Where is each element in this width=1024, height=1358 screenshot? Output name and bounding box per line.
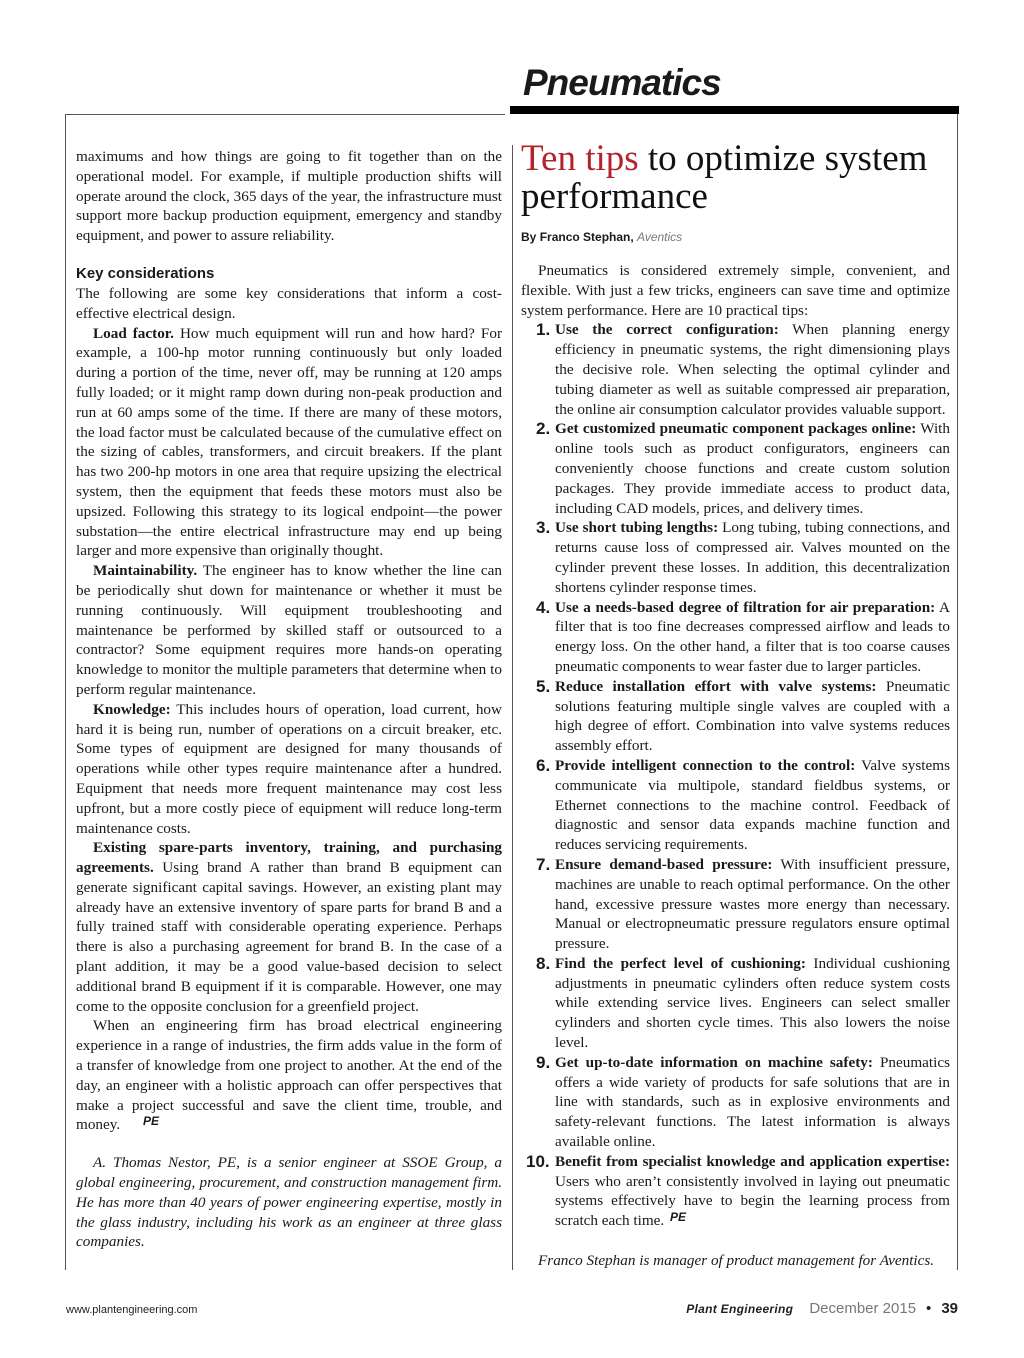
issue-date: December 2015: [809, 1300, 917, 1317]
tip-number: 9.: [536, 1052, 551, 1072]
tip-body: Individual cushioning adjustments in pneumatic cylinders often reduce system costs while extending service lives. Engineers can select smaller cylinders and shorten cycle times. This also lowers the noise level.: [555, 954, 950, 1052]
maintainability-paragraph: [76, 561, 502, 700]
section-rule: [510, 106, 959, 114]
tip-heading: Find the perfect level of cushioning:: [555, 954, 806, 972]
article-title: [521, 140, 950, 216]
paragraph-text: When an engineering firm has broad electrical engineering experience in a range of industries, the firm adds value in the form of a transfer of knowledge from one project to another. At the end of the day, an engineer with a holistic approach can offer perspectives that make a project successful and save the client time, trouble, and money.: [76, 1017, 502, 1134]
tip-heading: Use the correct configuration:: [555, 321, 779, 339]
tip-body: With online tools such as product configurators, engineers can conveniently choose functions and create custom solution packages. They provide immediate access to product data, including CAD models, prices, and delivery times.: [555, 420, 950, 517]
tip-heading: Reduce installation effort with valve systems:: [555, 677, 877, 695]
page-number: 39: [941, 1300, 958, 1317]
run-in-head: Knowledge:: [93, 700, 171, 718]
tip-item: [521, 1152, 950, 1231]
paragraph-text: Using brand A rather than brand B equipment can generate significant capital savings. However, an existing plant may already have an extensive inventory of spare parts for brand B and a fully trained staff with considerable operating experience. Perhaps there is also a purchasing agreement for brand B. In the case of a plant addition, it may be a good value-based decision to select additional brand B equipment if it is comparable. However, one may come to the opposite conclusion for a greenfield project.: [76, 859, 502, 1015]
tip-body: A filter that is too fine decreases compressed airflow and leads to energy loss. On the other hand, a filter that is too coarse causes pneumatic components to wear faster due to larger particles.: [555, 598, 950, 675]
tip-item: [521, 756, 950, 855]
tip-heading: Get customized pneumatic component packages online:: [555, 420, 917, 438]
tip-body: With insufficient pressure, machines are unable to reach optimal performance. On the other hand, excessive pressure wastes more energy than necessary. Manual or electropneumatic pressure regulators ensure optimal pressure.: [555, 855, 951, 953]
pe-end-mark-icon: PE: [142, 1114, 159, 1129]
left-border: [65, 114, 66, 1270]
run-in-head: Load factor.: [93, 324, 174, 342]
closing-paragraph: [76, 1016, 502, 1135]
right-border: [957, 114, 958, 1270]
author-bio: Franco Stephan is manager of product management for Aventics.: [538, 1252, 935, 1270]
tip-number: 10.: [526, 1151, 550, 1171]
paragraph-text: How much equipment will run and how hard? For example, a 100-hp motor running continuously but only loaded during a portion of the time, never off, may be running at 120 amps fully loaded; or it might ramp down during non-peak production and run at 60 amps some of the time. If there are many of these motors, the load factor must be calculated because of the cumulative effect on the sizing of cables, transformers, and circuit breakers. If the plant has two 200-hp motors in one area that require upsizing the electrical system, then the equipment that feeds these motors must also be upsized. Following this strategy to its logical endpoint—the power substation—the entire electrical infrastructure may end up being larger and more expensive than originally thought.: [76, 324, 503, 560]
tip-body: When planning energy efficiency in pneumatic systems, the right dimensioning plays the decisive role. When selecting the optimal cylinder and tubing diameter as well as suitable compressed air preparation, the online air consumption calculator provides valuable support.: [555, 321, 950, 418]
tip-body: Users who aren’t consistently involved in laying out pneumatic systems effectively have to begin the learning process from scratch each time.: [555, 1172, 950, 1230]
article-intro: Pneumatics is considered extremely simple, convenient, and flexible. With just a few tricks, engineers can save time and optimize system performance. Here are 10 practical tips:: [521, 262, 950, 319]
tips-list: [521, 320, 950, 1231]
column-divider: [512, 145, 513, 1270]
tip-item: [521, 855, 950, 954]
paragraph-text: The engineer has to know whether the line can be periodically shut down for maintenance or whether it must be running continuously. Will equipment troubleshooting and maintenance be performed by skilled staff or outsourced to a contractor? Some equipment requires more hands-on operating knowledge to monitor the multiple parameters that determine when to perform regular maintenance.: [76, 562, 502, 698]
run-in-head: Maintainability.: [93, 562, 198, 580]
tip-number: 3.: [536, 518, 551, 538]
footer-folio: [686, 1300, 958, 1317]
tip-item: [521, 320, 950, 419]
paragraph-text: This includes hours of operation, load current, how hard it is being run, number of operations on a circuit breaker, etc. Some types of equipment are designed for many thousands of operations while other types require maintenance after a hundred. Equipment that needs more frequent maintenance may cost less upfront, but a more costly piece of equipment will reduce long-term maintenance costs.: [76, 700, 502, 837]
footer-url[interactable]: www.plantengineering.com: [66, 1304, 198, 1316]
right-column: [521, 134, 950, 1271]
tip-item: [521, 954, 950, 1053]
tip-number: 6.: [536, 755, 551, 775]
tip-item: [521, 598, 950, 677]
tip-number: 5.: [536, 676, 551, 696]
tip-item: [521, 419, 950, 518]
load-factor-paragraph: [76, 324, 502, 562]
tip-number: 2.: [536, 419, 551, 439]
tip-heading: Provide intelligent connection to the control:: [555, 756, 856, 774]
title-rest: to optimize system performance: [521, 138, 928, 217]
tip-item: [521, 518, 950, 597]
author-bio: A. Thomas Nestor, PE, is a senior engineer at SSOE Group, a global engineering, procurement, and construction management firm. He has more than 40 years of power engineering expertise, mostly in the glass industry, including his work as an engineer at three glass companies.: [76, 1154, 502, 1251]
tip-number: 7.: [536, 854, 551, 874]
left-paragraph: maximums and how things are going to fit together than on the operational model. For example, if multiple production shifts will operate around the clock, 365 days of the year, the infrastructure must support more backup production equipment, emergency and standby equipment, and power to assure reliability.: [76, 148, 502, 245]
tip-heading: Use a needs-based degree of filtration for air preparation:: [555, 598, 936, 616]
tip-item: [521, 1053, 950, 1152]
publication-name: Plant Engineering: [686, 1302, 794, 1316]
tip-body: Long tubing, tubing connections, and returns cause loss of compressed air. Valves mounted on the cylinder prevent these losses. In addition, this decentralization shortens cylinder response times.: [555, 519, 950, 596]
tip-number: 1.: [536, 320, 551, 340]
tip-number: 4.: [536, 597, 551, 617]
knowledge-paragraph: [76, 700, 502, 839]
top-border: [65, 114, 505, 115]
tip-heading: Benefit from specialist knowledge and application expertise:: [555, 1152, 950, 1170]
spare-parts-paragraph: [76, 838, 502, 1016]
byline-author: Franco Stephan,: [539, 230, 634, 244]
tip-heading: Use short tubing lengths:: [555, 519, 719, 537]
left-column: [76, 147, 502, 1252]
tip-body: Pneumatics offers a wide variety of products for safe solutions that are in line with standards, such as in explosive environments and safety-relevant functions. The latest information is always available online.: [555, 1053, 950, 1151]
section-heading: Key considerations: [76, 264, 215, 282]
byline-company: Aventics: [637, 230, 683, 244]
tip-item: [521, 677, 950, 756]
tip-body: Pneumatic solutions featuring multiple single valves are coupled with a high degree of effort. Combination into valve systems reduces assembly effort.: [555, 677, 950, 755]
left-paragraph: The following are some key considerations that inform a cost-effective electrical design.: [76, 284, 502, 322]
byline-prefix: By: [521, 230, 540, 244]
tip-heading: Get up-to-date information on machine safety:: [555, 1053, 873, 1071]
tip-body: Valve systems communicate via multipole, standard fieldbus systems, or Ethernet connections to the machine control. Feedback of diagnostic and sensor data expands machine function and reduces servicing requirements.: [555, 756, 950, 854]
tip-heading: Ensure demand-based pressure:: [555, 855, 773, 873]
title-highlight: Ten tips: [521, 138, 639, 179]
section-title: Pneumatics: [523, 62, 721, 103]
byline: [521, 230, 950, 244]
run-in-head: Existing spare-parts inventory, training, and purchasing agreements.: [76, 839, 502, 877]
pe-end-mark-icon: PE: [670, 1210, 687, 1225]
folio-separator: •: [926, 1300, 932, 1317]
tip-number: 8.: [536, 953, 551, 973]
